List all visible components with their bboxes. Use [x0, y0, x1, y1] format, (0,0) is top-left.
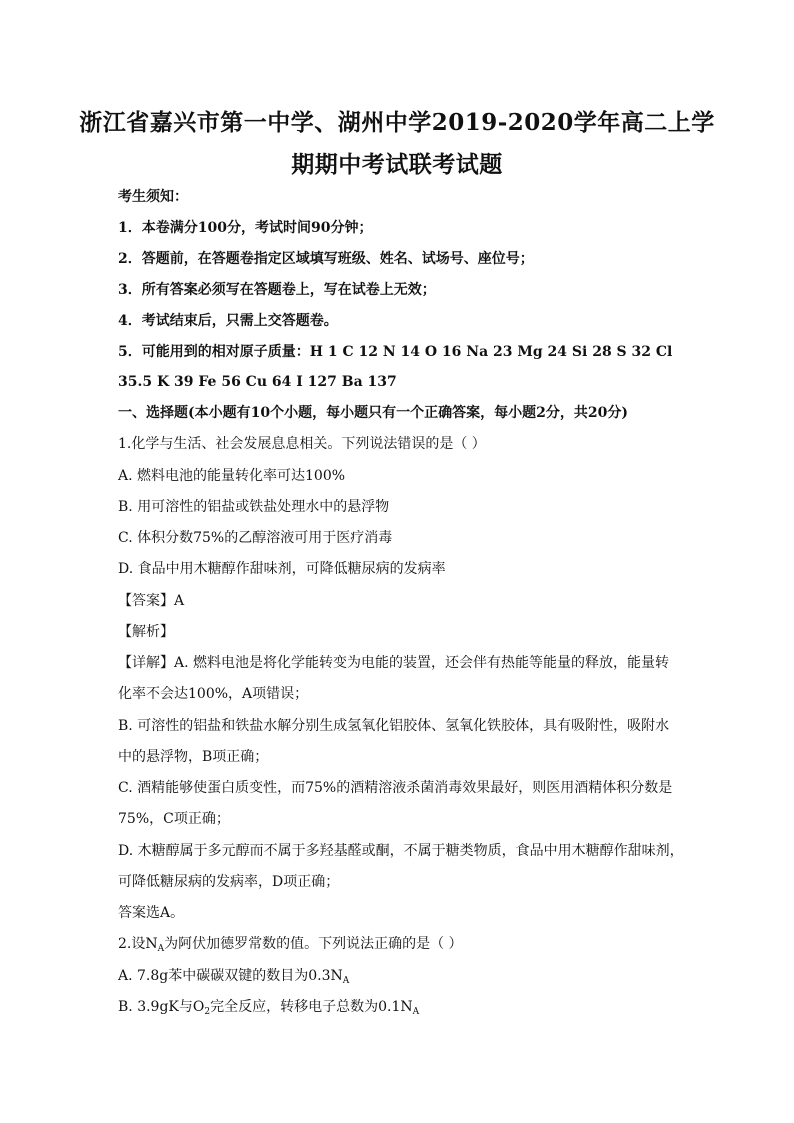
question-1-option-d: D. 食品中用木糖醇作甜味剂，可降低糖尿病的发病率	[118, 561, 446, 577]
notice-item-1: 1．本卷满分100分，考试时间90分钟；	[118, 220, 373, 236]
question-1-detail-6: 75%，C项正确；	[118, 811, 230, 827]
exam-title-line1: 浙江省嘉兴市第一中学、湖州中学2019-2020学年高二上学	[79, 109, 715, 136]
question-2-option-a-sub: A	[342, 976, 350, 986]
question-1-detail-8: 可降低糖尿病的发病率，D项正确；	[118, 874, 340, 890]
question-2-stem-post: 为阿伏加德罗常数的值。下列说法正确的是（ ）	[164, 936, 463, 952]
notice-item-4: 4．考试结束后，只需上交答题卷。	[118, 313, 338, 329]
question-1-stem: 1.化学与生活、社会发展息息相关。下列说法错误的是（ ）	[118, 436, 486, 452]
question-2-stem	[118, 934, 678, 954]
question-1-conclusion: 答案选A。	[118, 905, 185, 921]
section-heading: 一、选择题(本小题有10个小题，每小题只有一个正确答案，每小题2分，共20分)	[118, 405, 628, 421]
question-1-option-c: C. 体积分数75%的乙醇溶液可用于医疗消毒	[118, 530, 393, 546]
question-1-answer: 【答案】A	[118, 593, 185, 609]
notice-item-2: 2．答题前，在答题卷指定区域填写班级、姓名、试场号、座位号；	[118, 251, 534, 267]
notice-item-5-cont: 35.5 K 39 Fe 56 Cu 64 I 127 Ba 137	[118, 374, 397, 390]
question-2-option-b	[118, 997, 678, 1017]
question-1-option-a: A. 燃料电池的能量转化率可达100%	[118, 468, 346, 484]
notice-item-5: 5．可能用到的相对原子质量：H 1 C 12 N 14 O 16 Na 23 Mg 24 Si 28 S 32 Cl	[118, 344, 673, 360]
question-1-detail-5: C. 酒精能够使蛋白质变性，而75%的酒精溶液杀菌消毒效果最好，则医用酒精体积分数是	[118, 780, 673, 796]
notice-heading: 考生须知：	[118, 189, 188, 205]
question-1-option-b: B. 用可溶性的铝盐或铁盐处理水中的悬浮物	[118, 499, 390, 515]
question-1-detail-1: 【详解】A. 燃料电池是将化学能转变为电能的装置，还会伴有热能等能量的释放，能量转	[118, 655, 670, 671]
question-2-option-b-sub2: A	[412, 1007, 420, 1017]
question-1-analysis-label: 【解析】	[118, 624, 174, 640]
question-1-detail-7: D. 木糖醇属于多元醇而不属于多羟基醛或酮，不属于糖类物质，食品中用木糖醇作甜味剂，	[118, 843, 684, 859]
question-2-option-a-text: A. 7.8g苯中碳碳双键的数目为0.3N	[118, 968, 343, 984]
question-2-stem-pre: 2.设N	[118, 936, 158, 952]
question-2-stem-sub: A	[157, 944, 165, 954]
question-2-option-a	[118, 966, 678, 986]
exam-title-line2: 期期中考试联考试题	[291, 151, 503, 178]
question-1-detail-4: 中的悬浮物，B项正确；	[118, 749, 269, 765]
question-1-detail-3: B. 可溶性的铝盐和铁盐水解分别生成氢氧化铝胶体、氢氧化铁胶体，具有吸附性，吸附水	[118, 718, 670, 734]
question-2-option-b-sub1: 2	[204, 1007, 211, 1017]
question-1-detail-2: 化率不会达100%，A项错误；	[118, 686, 309, 702]
question-2-option-b-mid: 完全反应，转移电子总数为0.1N	[210, 999, 413, 1015]
notice-item-3: 3．所有答案必须写在答题卷上，写在试卷上无效；	[118, 282, 436, 298]
question-2-option-b-text: B. 3.9gK与O	[118, 999, 205, 1015]
